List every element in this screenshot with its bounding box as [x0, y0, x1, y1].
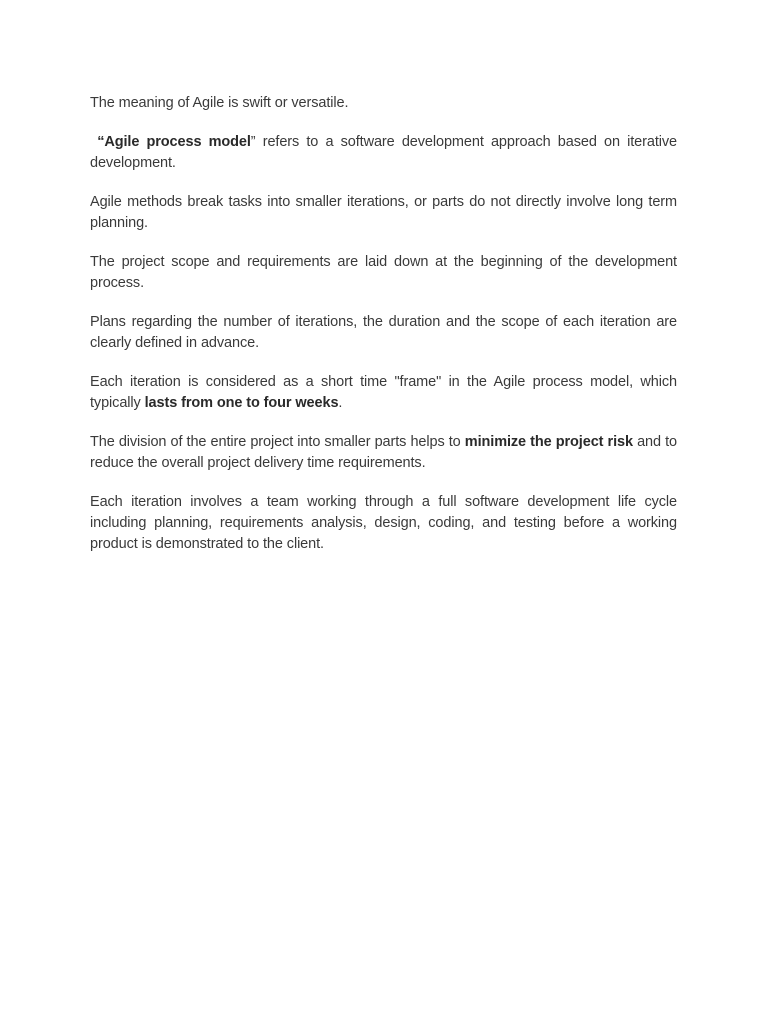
paragraph-agile-process-model	[90, 132, 677, 174]
paragraph-agile-methods	[90, 192, 677, 234]
paragraph-iteration-lifecycle	[90, 492, 677, 555]
bold-term-agile-process-model: “Agile process model	[90, 134, 251, 150]
document-body	[90, 93, 677, 573]
paragraph-text: Plans regarding the number of iterations, the duration and the scope of each iteration are clearly defined in advance.	[90, 314, 677, 351]
paragraph-text: The meaning of Agile is swift or versatile.	[90, 95, 349, 111]
paragraph-text: Each iteration is considered as a short time "frame" in the Agile process model, which typically	[90, 374, 677, 411]
paragraph-text: and to reduce the overall project delivery time requirements.	[90, 434, 677, 471]
paragraph-project-division	[90, 432, 677, 474]
paragraph-text: The division of the entire project into smaller parts helps to	[90, 434, 465, 450]
paragraph-agile-meaning	[90, 93, 677, 114]
paragraph-plans	[90, 312, 677, 354]
paragraph-text: .	[338, 395, 343, 411]
bold-phrase-minimize-risk: minimize the project risk	[464, 434, 633, 450]
paragraph-project-scope	[90, 252, 677, 294]
paragraph-iteration-frame	[90, 372, 677, 414]
paragraph-text: ” refers to a software development approach based on iterative development.	[90, 134, 677, 171]
paragraph-text: Agile methods break tasks into smaller iterations, or parts do not directly involve long term planning.	[90, 194, 677, 231]
paragraph-text: Each iteration involves a team working through a full software development life cycle including planning, requirements analysis, design, coding, and testing before a working product is demonstrated to the client.	[90, 494, 677, 552]
paragraph-text: The project scope and requirements are laid down at the beginning of the development process.	[90, 254, 677, 291]
bold-phrase-duration: lasts from one to four weeks	[144, 395, 339, 411]
